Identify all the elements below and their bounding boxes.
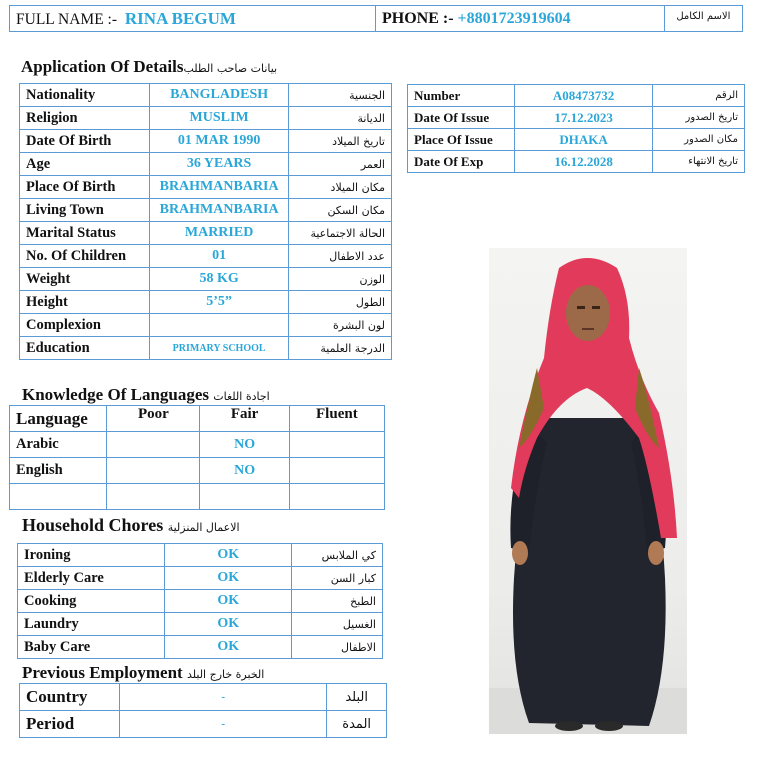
language-empty-cell <box>107 484 200 510</box>
field-label: Education <box>20 337 150 360</box>
name-arabic-label: الاسم الكامل <box>676 11 731 22</box>
field-label-arabic: الديانة <box>288 107 391 130</box>
application-row <box>20 268 392 291</box>
chore-label: Laundry <box>18 613 165 636</box>
field-label-arabic: الطول <box>288 291 391 314</box>
passport-value: 17.12.2023 <box>514 107 652 129</box>
full-name-value: RINA BEGUM <box>124 8 236 28</box>
chores-title-arabic: الاعمال المنزلية <box>167 521 240 534</box>
field-label: Living Town <box>20 199 150 222</box>
name-arabic-cell <box>664 6 742 32</box>
chores-title-text: Household Chores <box>22 515 164 535</box>
language-poor <box>107 432 200 458</box>
chore-value: OK <box>165 544 292 567</box>
field-value: MUSLIM <box>150 107 288 130</box>
application-row <box>20 199 392 222</box>
application-row <box>20 84 392 107</box>
application-row <box>20 176 392 199</box>
application-title-arabic: بيانات صاحب الطلب <box>183 62 278 75</box>
employment-label: Country <box>20 684 120 711</box>
employment-value: - <box>120 711 327 738</box>
employment-label: Period <box>20 711 120 738</box>
passport-label: Date Of Exp <box>408 151 515 173</box>
field-label-arabic: عدد الاطفال <box>288 245 391 268</box>
chore-label-arabic: الطبخ <box>292 590 383 613</box>
phone-cell <box>375 6 664 32</box>
passport-label: Place Of Issue <box>408 129 515 151</box>
chore-value: OK <box>165 590 292 613</box>
passport-row <box>408 85 745 107</box>
field-value: MARRIED <box>150 222 288 245</box>
field-value: BANGLADESH <box>150 84 288 107</box>
field-label: Date Of Birth <box>20 130 150 153</box>
field-label-arabic: تاريخ الميلاد <box>288 130 391 153</box>
passport-value: DHAKA <box>514 129 652 151</box>
chore-value: OK <box>165 613 292 636</box>
chore-label-arabic: الاطفال <box>292 636 383 659</box>
field-value <box>150 314 288 337</box>
passport-row <box>408 129 745 151</box>
application-row <box>20 337 392 360</box>
language-empty-cell <box>289 484 384 510</box>
full-name-cell <box>10 6 376 32</box>
languages-header-cell: Fluent <box>289 406 384 432</box>
language-name: Arabic <box>10 432 107 458</box>
languages-header-cell: Poor <box>107 406 200 432</box>
chore-label: Ironing <box>18 544 165 567</box>
phone-label: PHONE :- <box>381 9 454 27</box>
employment-row <box>20 684 387 711</box>
field-label-arabic: مكان السكن <box>288 199 391 222</box>
field-label-arabic: مكان الميلاد <box>288 176 391 199</box>
employment-label-arabic: المدة <box>327 711 387 738</box>
employment-title-text: Previous Employment <box>22 663 183 682</box>
passport-value: A08473732 <box>514 85 652 107</box>
woman-portrait-figure <box>489 248 687 734</box>
application-details-table <box>19 83 392 360</box>
passport-label-arabic: الرقم <box>653 85 745 107</box>
field-label-arabic: العمر <box>288 153 391 176</box>
passport-value: 16.12.2028 <box>514 151 652 173</box>
chore-label-arabic: كي الملابس <box>292 544 383 567</box>
field-label: Weight <box>20 268 150 291</box>
field-label: No. Of Children <box>20 245 150 268</box>
field-value: 01 MAR 1990 <box>150 130 288 153</box>
languages-table <box>9 405 385 510</box>
application-row <box>20 245 392 268</box>
application-row <box>20 314 392 337</box>
chore-value: OK <box>165 567 292 590</box>
field-label-arabic: الوزن <box>288 268 391 291</box>
chore-label: Baby Care <box>18 636 165 659</box>
passport-table <box>407 84 745 173</box>
chore-label-arabic: كبار السن <box>292 567 383 590</box>
language-row-empty <box>10 484 385 510</box>
chores-title <box>22 515 240 536</box>
language-row <box>10 458 385 484</box>
field-label: Height <box>20 291 150 314</box>
field-value: 36 YEARS <box>150 153 288 176</box>
language-poor <box>107 458 200 484</box>
employment-title <box>22 663 264 683</box>
application-title <box>21 57 277 77</box>
field-value: BRAHMANBARIA <box>150 176 288 199</box>
language-name: English <box>10 458 107 484</box>
chores-table <box>17 543 383 659</box>
field-value: 58 KG <box>150 268 288 291</box>
header-bar <box>9 5 743 32</box>
field-label: Nationality <box>20 84 150 107</box>
chore-row <box>18 590 383 613</box>
employment-value: - <box>120 684 327 711</box>
field-label: Marital Status <box>20 222 150 245</box>
employment-label-arabic: البلد <box>327 684 387 711</box>
field-value: BRAHMANBARIA <box>150 199 288 222</box>
field-value: 01 <box>150 245 288 268</box>
application-row <box>20 222 392 245</box>
language-fluent <box>289 458 384 484</box>
passport-label-arabic: تاريخ الصدور <box>653 107 745 129</box>
passport-label-arabic: تاريخ الانتهاء <box>653 151 745 173</box>
application-title-text: Application Of Details <box>21 57 184 76</box>
passport-row <box>408 107 745 129</box>
applicant-photo <box>489 248 687 734</box>
application-row <box>20 291 392 314</box>
application-row <box>20 153 392 176</box>
employment-title-arabic: الخبرة خارج البلد <box>186 668 265 681</box>
field-label-arabic: لون البشرة <box>288 314 391 337</box>
chore-row <box>18 544 383 567</box>
employment-row <box>20 711 387 738</box>
language-fluent <box>289 432 384 458</box>
languages-header-row <box>10 406 385 432</box>
field-value: PRIMARY SCHOOL <box>150 337 288 360</box>
languages-title-text: Knowledge Of Languages <box>22 385 210 404</box>
field-label: Complexion <box>20 314 150 337</box>
languages-title <box>22 385 270 405</box>
application-row <box>20 107 392 130</box>
languages-title-arabic: اجادة اللغات <box>213 390 270 403</box>
employment-table <box>19 683 387 738</box>
chore-row <box>18 636 383 659</box>
field-label-arabic: الجنسية <box>288 84 391 107</box>
chore-label-arabic: الغسيل <box>292 613 383 636</box>
chore-label: Elderly Care <box>18 567 165 590</box>
field-label: Age <box>20 153 150 176</box>
chore-row <box>18 567 383 590</box>
language-fair: NO <box>200 432 289 458</box>
languages-header-cell: Fair <box>200 406 289 432</box>
full-name-label: FULL NAME :- <box>16 10 118 28</box>
field-label-arabic: الدرجة العلمية <box>288 337 391 360</box>
language-fair: NO <box>200 458 289 484</box>
chore-row <box>18 613 383 636</box>
application-row <box>20 130 392 153</box>
passport-row <box>408 151 745 173</box>
field-label-arabic: الحالة الاجتماعية <box>288 222 391 245</box>
chore-label: Cooking <box>18 590 165 613</box>
language-empty-cell <box>200 484 289 510</box>
passport-label: Number <box>408 85 515 107</box>
passport-label-arabic: مكان الصدور <box>653 129 745 151</box>
language-empty-cell <box>10 484 107 510</box>
field-label: Religion <box>20 107 150 130</box>
passport-label: Date Of Issue <box>408 107 515 129</box>
phone-value: +8801723919604 <box>457 9 571 27</box>
field-value: 5’5” <box>150 291 288 314</box>
languages-header-cell: Language <box>10 406 107 432</box>
language-row <box>10 432 385 458</box>
chore-value: OK <box>165 636 292 659</box>
field-label: Place Of Birth <box>20 176 150 199</box>
